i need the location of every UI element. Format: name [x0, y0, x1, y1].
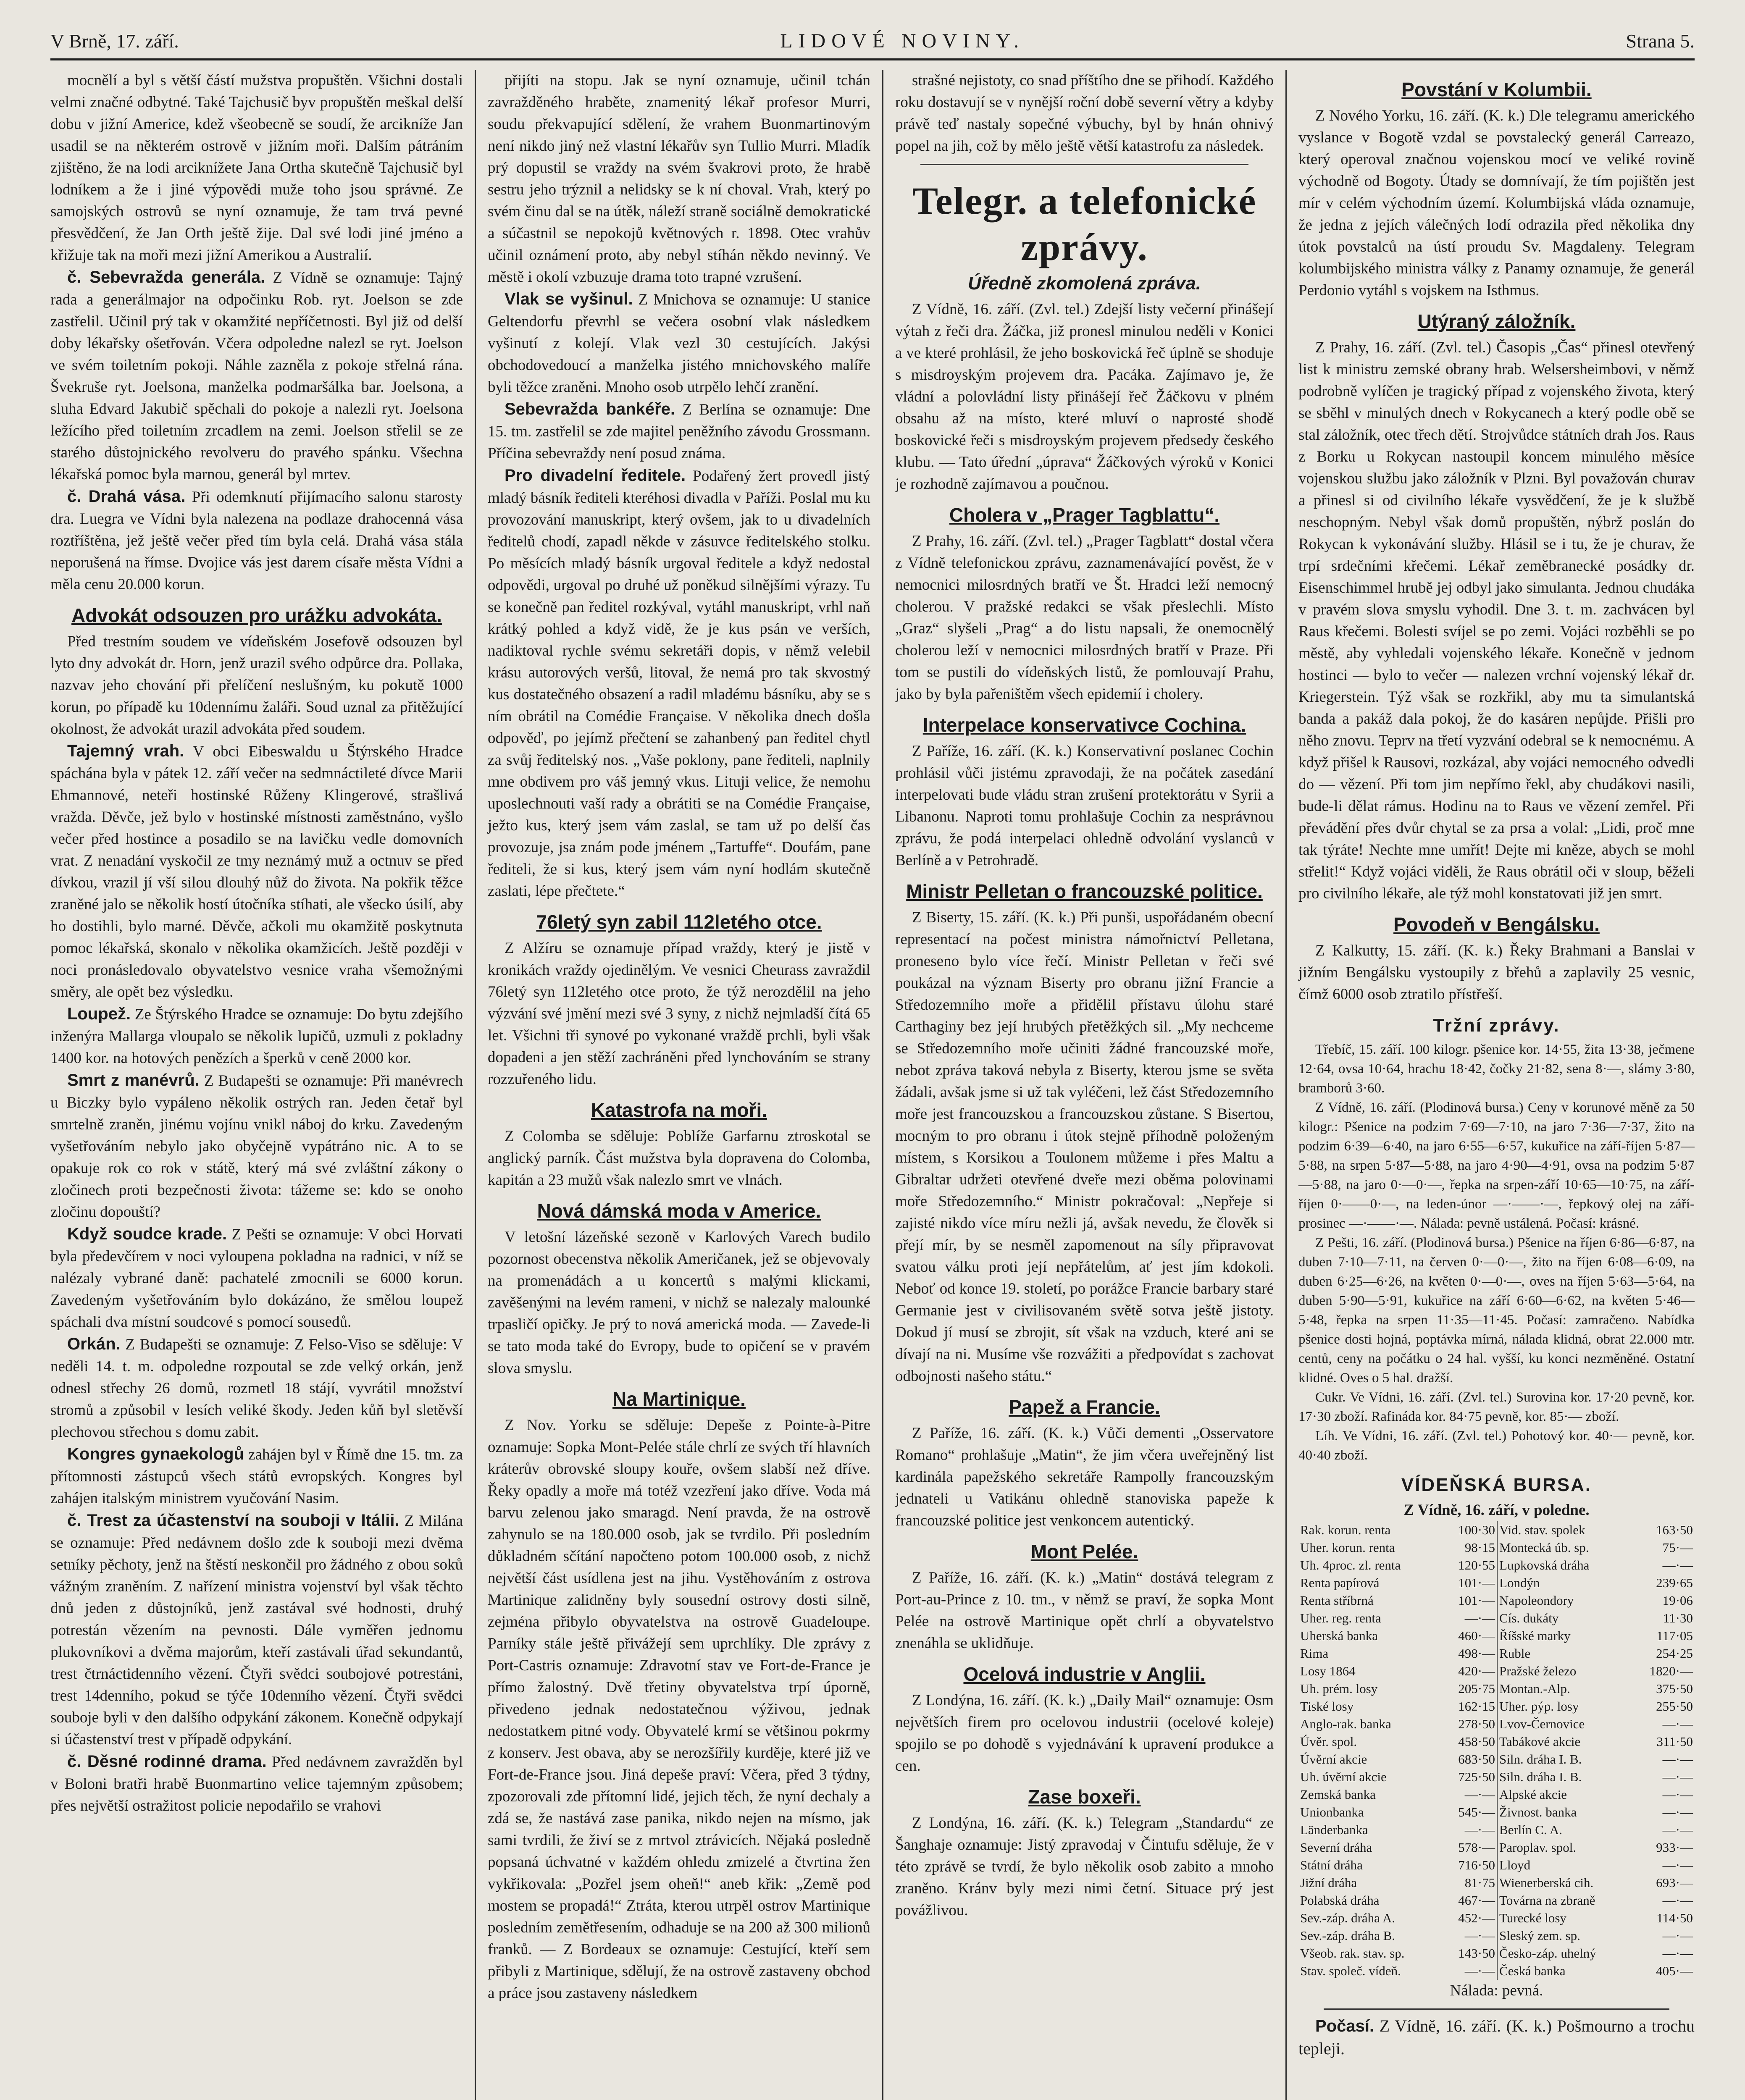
- bursa-name: Sleský zem. sp.: [1497, 1927, 1632, 1945]
- bursa-value: 1820·—: [1649, 1664, 1693, 1678]
- bursa-value: 81·75: [1464, 1875, 1495, 1890]
- bursa-row: [1298, 1662, 1695, 1680]
- bursa-value: 467·—: [1458, 1893, 1495, 1908]
- bursa-row: [1298, 1574, 1695, 1592]
- article-text: Z Pešti se oznamuje: V obci Horvati byla předevčírem v noci vyloupena pokladna na radnici, v níž se nalézaly vybrané daně: pachatelé zmocnili se 6000 korun. Zavedeným vyšetřováním bylo dokázáno, že smělou loupež spáchali dva místní soudcové s pomocí sousedů.: [50, 1226, 463, 1331]
- bursa-name: Ruble: [1497, 1645, 1632, 1662]
- bursa-name: Anglo-rak. banka: [1300, 1717, 1391, 1731]
- section-heading: Cholera v „Prager Tagblattu“.: [949, 504, 1220, 526]
- bursa-value: —·—: [1662, 1805, 1693, 1819]
- bursa-value: —·—: [1464, 1787, 1495, 1802]
- bursa-row: [1298, 1698, 1695, 1715]
- bursa-value: 933·—: [1656, 1840, 1693, 1855]
- bursa-name: Alpské akcie: [1497, 1786, 1632, 1803]
- bursa-value: 19·06: [1662, 1593, 1693, 1608]
- section-heading: Zase boxeři.: [1028, 1786, 1141, 1808]
- market-report-text: Z Pešti, 16. září. (Plodinová bursa.) Pšenice na říjen 6·86—6·87, na duben 7·10—7·11, na červen 0·—0·—, žito na říjen 6·08—6·09, na duben 6·25—6·26, na květen 0·—0·—, oves na říjen 5·63—5·64, na duben 5·90—5·91, kukuřice na září 6·60—6·62, na květen 5·46—5·48, řepka na srpen 11·35—11·45. Počasí: zamračeno. Nabídka pšenice dosti hojná, poptávka mírná, nálada klidná, obrat 22.000 mtr. centů, ceny na počátku o 24 hal. vyšší, ku konci nezměněné. Ostatní klidné. Oves o 5 hal. dražší.: [1298, 1235, 1695, 1386]
- article-item: [50, 1751, 463, 1817]
- bursa-name: Länderbanka: [1300, 1822, 1368, 1837]
- bursa-row: [1298, 1839, 1695, 1856]
- bursa-mood: Nálada: pevná.: [1450, 1982, 1543, 1999]
- article-heading: Orkán.: [67, 1335, 121, 1353]
- article-text: Podařený žert provedl jistý mladý básník řediteli kteréhosi divadla v Paříži. Poslal mu ku provozování manuskript, který ovšem, jak to u divadelních ředitelů chodí, zapadl někde v zásuvce ředitelského stolku. Po měsících mladý básník urgoval ředitele a když nedostal odpovědi, urgoval po druhé už poněkud silnějšími výrazy. Tu se konečně pan ředitel rozkýval, vytáhl manuskript, vrhl naň krátký pohled a když vidě, že je kus psán ve verších, nadiktoval rychle svému sekretáři dopis, v němž velebil krásu autorových veršů, litoval, že nemá pro tak skvostný kus dostatečného obsazení a radil mladému básníku, aby se s ním obrátil na Comédie Française. V několika dnech došla odpověď, po jejímž přečtení se zahanbený pan ředitel chytl za svůj ředitelský nos. „Vaše poklony, pane řediteli, naplnily mne obdivem pro váš jemný vkus. Lituji velice, že nemohu uposlechnouti vaší rady a obrátiti se na Comédie Française, ježto kus, který jsem vám zaslal, se tam už po delší čas provozuje, jsa znám pode jménem „Tartuffe“. Doufám, pane řediteli, že si kus, který jsem vám nyní hodlám skutečně zaslati, lépe přečtete.“: [488, 467, 870, 900]
- article-paragraph: Z Vídně, 16. září. (Zvl. tel.) Zdejší listy večerní přinášejí výtah z řeči dra. Žáčka, již pronesl minulou neděli v Konici a ve které prohlásil, že jeho boskovická řeč úplně se shoduje s misdroyským projevem dra. Pacáka. Zajímavo je, že vládní a polovládní listy přinášejí řeč Žáčkovu v plném obsahu až na místo, které mluví o naprosté shodě boskovické řeči s misdroyským projevem předsedy českého klubu. — Tato úřední „úprava“ Žáčkových výroků v Konici je rozhodně zajímavou a poučnou.: [895, 301, 1274, 493]
- article-item: [50, 486, 463, 596]
- bursa-value: 578·—: [1458, 1840, 1495, 1855]
- bursa-name: Uh. 4proc. zl. renta: [1300, 1558, 1401, 1572]
- masthead: [50, 29, 1695, 58]
- article-text: Z Budapešti se oznamuje: Při manévrech u Biczky bylo vypáleno několik ostrých ran. Jeden četař byl smrtelně zraněn, jinému vojínu vnikl náboj do krku. Zavedeným vyšetřováním nebylo jako obyčejně vypátráno nic. A to se opakuje rok co rok v státě, který má své zvláštní zákony o zločinech proti bezpečnosti života: tážeme se: kdo se onoho zločinu dopouští?: [50, 1072, 463, 1221]
- article-paragraph: Z Kalkutty, 15. září. (K. k.) Řeky Brahmani a Banslai v jižním Bengálsku vystoupily z břehů a zaplavily 25 vesnic, čímž 6000 osob ztratilo přístřeší.: [1298, 942, 1695, 1003]
- article-text: Z Colomba se sděluje: Poblíže Garfarnu ztroskotal se anglický parník. Část mužstva byla dopravena do Colomba, kapitán a 23 mužů však nalezlo smrt ve vlnách.: [488, 1128, 870, 1189]
- article-heading: Loupež.: [67, 1005, 131, 1023]
- bursa-value: —·—: [1662, 1769, 1693, 1784]
- bursa-value: 452·—: [1458, 1911, 1495, 1925]
- bursa-value: 725·50: [1458, 1769, 1495, 1784]
- bursa-name: Jižní dráha: [1300, 1875, 1357, 1890]
- column-1: [50, 70, 475, 2100]
- article-heading: č. Trest za účastenství na souboji v Itálii.: [67, 1511, 399, 1530]
- article-paragraph: Z Prahy, 16. září. (Zvl. tel.) „Prager Tagblatt“ dostal včera z Vídně telefonickou zprávu, zaznamenávající pověst, že v nemocnici milosrdných bratří ve Št. Hradci leží nemocný cholerou. V pražské redakci se však přeslechli. Místo „Graz“ slyšeli „Prag“ a do listu napsali, že onemocnělý cholerou leží v nemocnici milosrdných bratří v Praze. Při tom se pustili do vídeňských listů, že pomlouvají Prahu, jako by byla pařeništěm všech epidemií i cholery.: [895, 533, 1274, 703]
- market-report: [1298, 1233, 1695, 1388]
- bursa-value: 163·50: [1656, 1522, 1693, 1537]
- bursa-value: 101·—: [1458, 1593, 1495, 1608]
- bursa-value: 143·50: [1458, 1946, 1495, 1961]
- bursa-value: —·—: [1662, 1717, 1693, 1731]
- bursa-name: Montan.-Alp.: [1497, 1680, 1632, 1698]
- bursa-value: —·—: [1662, 1822, 1693, 1837]
- bursa-row: [1298, 1874, 1695, 1892]
- masthead-rule: [50, 58, 1695, 60]
- article-item: [488, 465, 870, 902]
- bursa-value: 693·—: [1656, 1875, 1693, 1890]
- bursa-value: 120·55: [1458, 1558, 1495, 1572]
- bursa-name: Londýn: [1497, 1574, 1632, 1592]
- bursa-name: Renta papírová: [1300, 1575, 1380, 1590]
- bursa-value: 545·—: [1458, 1805, 1495, 1819]
- bursa-name: Renta stříbrná: [1300, 1593, 1374, 1608]
- bursa-name: Tabákové akcie: [1497, 1733, 1632, 1751]
- bursa-value: —·—: [1662, 1558, 1693, 1572]
- section-rule: [920, 164, 1248, 165]
- bursa-row: [1298, 1645, 1695, 1662]
- market-report: [1298, 1388, 1695, 1426]
- article-text: V letošní lázeňské sezoně v Karlových Varech budilo pozornost obecenstva několik Američanek, jež se objevovaly na promenádách a u koncertů s malými klickami, zavěšenými na levém rameni, v nichž se nalezaly malounké trpasličí opičky. Je prý to nová americká moda. — Zavede-li se tato moda také do Evropy, bude to opičení se v pravém slova smyslu.: [488, 1228, 870, 1377]
- section-heading: Advokát odsouzen pro urážku advokáta.: [71, 604, 442, 626]
- article-heading: Kongres gynaekologů: [67, 1445, 244, 1463]
- bursa-value: —·—: [1662, 1928, 1693, 1943]
- bursa-name: Wienerberská cih.: [1497, 1874, 1632, 1892]
- article-item: [488, 398, 870, 465]
- bursa-value: 239·65: [1656, 1575, 1693, 1590]
- bursa-value: —·—: [1662, 1787, 1693, 1802]
- bursa-name: Stav. společ. vídeň.: [1300, 1964, 1401, 1978]
- article-item: [50, 1333, 463, 1443]
- bursa-name: Říšské marky: [1497, 1627, 1632, 1645]
- bursa-value: 11·30: [1663, 1611, 1693, 1625]
- bursa-row: [1298, 1609, 1695, 1627]
- telegraph-section-title: Telegr. a telefonické zprávy.: [912, 179, 1257, 268]
- bursa-row: [1298, 1768, 1695, 1786]
- section-heading: Nová dámská moda v Americe.: [537, 1200, 821, 1222]
- weather-text: Z Vídně, 16. září. (K. k.) Pošmourno a trochu tepleji.: [1298, 2016, 1695, 2058]
- article-paragraph: Z Londýna, 16. září. (K. k.) „Daily Mail“ oznamuje: Osm největších firem pro ocelovou industrii (ocelové koleje) spojilo se po dohodě s vyjednávání k upravení produkce a cen.: [895, 1692, 1274, 1774]
- article-item: [50, 1223, 463, 1333]
- bursa-row: [1298, 1733, 1695, 1751]
- article-paragraph: Z Paříže, 16. září. (K. k.) Konservativní poslanec Cochin prohlásil vůči jistému zpravodaji, že na počátek zasedání interpelovati bude vládu stran zrušení protektorátu v Syrii a Libanonu. Naproti tomu prohlašuje Cochin za nesprávnou zprávu, že podá interpelaci ohledně odvolání vyslanců v Berlíně a v Petrohradě.: [895, 743, 1274, 869]
- bursa-name: Vid. stav. spolek: [1497, 1521, 1632, 1539]
- bursa-table: [1298, 1521, 1695, 1980]
- article-text: Z Vídně se oznamuje: Tajný rada a generálmajor na odpočinku Rob. ryt. Joelson se zde zastřelil. Učinil prý tak v okamžité nepříčetnosti. Byl již od delší doby lékařsky ošetřován. Včera odpoledne nalezl se ryt. Joelson ve svém toiletním pokoji. Náhle zazněla z pokoje střelná rána. Švekruše ryt. Joelsona, manželka podmaršálka bar. Joelsona, a sluha Edvard Jakubič spěchali do pokoje a nalezli ryt. Joelsona ležícího před toiletním zrcadlem na zemi. Joelson střelil se ze starého důstojnického revolveru do pravého spánku. Všechna lékařská pomoc byla marnou, generál byl mrtev.: [50, 269, 463, 483]
- column-2: [475, 70, 882, 2100]
- bursa-value: —·—: [1662, 1946, 1693, 1961]
- article-paragraph: mocnělí a byl s větší částí mužstva propuštěn. Všichni dostali velmi značné odbytné. Také Tajchusič byv propuštěn meškal delší dobu v jižní Americe, kdež všeobecně se soudí, že arcikníže Jan usadil se na některém ostrově v jižním moři. Dalším pátráním zjištěno, že na lodi arciknížete Jana Ortha skutečně Tajchusič byl lodníkem a že i jiné výpovědi muže toho jsou správné. Ze samojských ostrovů se nyní oznamuje, že tam trvá pevné přesvědčení, že Jan Orth ještě žije. Dal své lodi jiné jméno a křižuje tak na moři mezi jižní Amerikou a Australií.: [50, 72, 463, 264]
- bursa-row: [1298, 1539, 1695, 1557]
- section-heading: Interpelace konservativce Cochina.: [922, 714, 1246, 736]
- article-text: Při odemknutí přijímacího salonu starosty dra. Luegra ve Vídni byla nalezena na podlaze drahocenná vása roztříštěna, jež ještě večer před tím byla celá. Drahá vása stála neporušená na římse. Dvojice vás jest darem císaře města Vídni a měla cenu 20.000 korun.: [50, 488, 463, 593]
- bursa-value: 460·—: [1458, 1628, 1495, 1643]
- bursa-name: Sev.-záp. dráha A.: [1300, 1911, 1395, 1925]
- bursa-value: —·—: [1464, 1822, 1495, 1837]
- bursa-row: [1298, 1751, 1695, 1768]
- bursa-row: [1298, 1557, 1695, 1574]
- bursa-value: 100·30: [1458, 1522, 1495, 1537]
- bursa-name: Severní dráha: [1300, 1840, 1372, 1855]
- market-report: [1298, 1426, 1695, 1465]
- section-heading: Ministr Pelletan o francouzské politice.: [906, 880, 1263, 902]
- article-text: Před nedávnem zavražděn byl v Boloni bratři hrabě Buonmartino velice tajemným způsobem; přes největší ostražitost policie nepodařilo se vrahovi: [50, 1754, 463, 1814]
- section-heading: Utýraný záložník.: [1417, 310, 1576, 332]
- article-item: [50, 1003, 463, 1069]
- bursa-name: Úvěr. spol.: [1300, 1734, 1357, 1749]
- bursa-value: 114·50: [1656, 1911, 1693, 1925]
- article-item: [50, 266, 463, 486]
- article-text: Z Alžíru se oznamuje případ vraždy, který je jistě v kronikách vraždy ojedinělým. Ve vesnici Cheurass zavraždil 76letý syn 112letého otce proto, že týž nerozdělil na jeho výzvání své jmění mezi své 3 syny, z nichž nejmladší čítá 65 let. Všichni tři synové po vykonané vraždě prchli, byli však dopadeni a jen stěží zachráněni před lynchováním se strany rozzuřeného lidu.: [488, 940, 870, 1088]
- bursa-row: [1298, 1803, 1695, 1821]
- bursa-value: 98·15: [1464, 1540, 1495, 1555]
- market-report-text: Líh. Ve Vídni, 16. září. (Zvl. tel.) Pohotový kor. 40·— pevně, kor. 40·40 zboží.: [1298, 1428, 1695, 1463]
- article-paragraph: Z Londýna, 16. září. (K. k.) Telegram „Standardu“ ze Šanghaje oznamuje: Jistý zpravodaj v Čintufu sděluje, že v této zprávě se tvrdí, že bylo několik osob zabito a mnoho zraněno. Kránv byly mezi nimi četní. Situace prý jest povážlivou.: [895, 1814, 1274, 1919]
- market-section-heading: VÍDEŇSKÁ BURSA.: [1401, 1475, 1592, 1495]
- bursa-name: Uher. korun. renta: [1300, 1540, 1395, 1555]
- bursa-name: Berlín C. A.: [1497, 1821, 1632, 1839]
- article-heading: Když soudce krade.: [67, 1225, 227, 1243]
- market-report: [1298, 1098, 1695, 1233]
- bursa-name: Zemská banka: [1300, 1787, 1376, 1802]
- bursa-name: Montecká úb. sp.: [1497, 1539, 1632, 1557]
- bursa-row: [1298, 1680, 1695, 1698]
- bursa-value: 405·—: [1656, 1964, 1693, 1978]
- bursa-row: [1298, 1627, 1695, 1645]
- market-report-text: Z Vídně, 16. září. (Plodinová bursa.) Ceny v korunové měně za 50 kilogr.: Pšenice na podzim 7·69—7·10, na jaro 7·36—7·37, žito na podzim 6·39—6·40, na jaro 6·55—6·57, kukuřice na září-říjen 5·87—5·88, na srpen 5·87—5·88, na jaro 4·90—4·91, ovsa na podzim 5·87—5·88, na jaro 0·—0·—, řepka na srpen-září 10·65—10·75, na září-říjen 0·——0·—, na leden-únor —·——·—, řepkový olej na září-prosinec —·——·—. Nálada: pevně ustálená. Počasí: krásné.: [1298, 1100, 1695, 1231]
- bursa-name: Lvov-Černovice: [1497, 1715, 1632, 1733]
- bursa-name: Česká banka: [1497, 1962, 1632, 1980]
- article-heading: Sebevražda bankéře.: [505, 400, 675, 418]
- bursa-name: Uherská banka: [1300, 1628, 1378, 1643]
- bursa-name: Sev.-záp. dráha B.: [1300, 1928, 1395, 1943]
- article-text: zahájen byl v Římě dne 15. tm. za přítomnosti zástupců všech států evropských. Kongres byl zahájen italským ministrem vyučování Nasim.: [50, 1446, 463, 1507]
- bursa-value: —·—: [1464, 1611, 1495, 1625]
- article-text: Z Mnichova se oznamuje: U stanice Geltendorfu převrhl se večera osobní vlak následkem vyšinutí z kolejí. Vlak vezl 30 cestujících. Jakýsi obchodovedoucí a manželka jistého mnichovského malíře byli těžce zraněni. Mnoho osob utrpělo lehčí zranění.: [488, 291, 871, 396]
- bursa-name: Uh. úvěrní akcie: [1300, 1769, 1387, 1784]
- bursa-value: —·—: [1662, 1893, 1693, 1908]
- bursa-value: 255·50: [1656, 1699, 1693, 1714]
- bursa-name: Polabská dráha: [1300, 1893, 1380, 1908]
- article-paragraph: Z Biserty, 15. září. (K. k.) Při punši, uspořádaném obecní representací na počest ministra námořnictví Pelletana, proneseno bylo více řečí. Ministr Pelletan v řeči své poukázal na význam Biserty pro obranu jižní Francie a Středozemního moře a přidělil přístavu úlohu staré Carthaginy bez její hrubých přetěžkých sil. „My nechceme se Středozemního moře učiniti žádné francouzské moře, nebot zpráva taková nebyla z Biserty, kterou jsme se světa žádali, avšak jsme si už tak vyléčeni, lež část Středozemního moře jest francouzskou a francouzskou zůstane. S Bisertou, mocným to pro obranu i útok stejně příhodně položeným místem, s Korsikou a Toulonem můžeme i přes Maltu a Gibraltar udržeti otevřené dveře mezi oběma polovinami moře Středozemního.“ Ministr pokračoval: „Nepřeje si zajisté nikdo více míru nežli já, avšak nevedu, že člověk si přejí mír, by se nesměl zapomenout na síly připravovat svatou válku proti její nepřátelům, ať jest jím kdokoli. Neboť od konce 19. století, po porážce Francie barbary staré Germanie jest v civilisovaném světě sotva ještě jistoty. Dokud jí musí se zbrojit, sít však na vzduch, které ani se dívají na ni. Musíme vše rozvážiti a předpovídat s zachovat odbojnosti našeho státu.“: [895, 909, 1274, 1385]
- article-heading: č. Děsné rodinné drama.: [67, 1752, 267, 1771]
- section-heading: Povstání v Kolumbii.: [1401, 79, 1592, 100]
- bursa-value: 420·—: [1458, 1664, 1495, 1678]
- article-heading: Smrt z manévrů.: [67, 1071, 200, 1089]
- masthead-date: V Brně, 17. září.: [50, 30, 179, 52]
- article-item: [488, 288, 870, 398]
- bursa-name: Siln. dráha I. B.: [1497, 1768, 1632, 1786]
- market-report-text: Třebíč, 15. září. 100 kilogr. pšenice kor. 14·55, žita 13·38, ječmene 12·64, ovsa 10·64, hrachu 18·42, čočky 21·82, sena 8·—, slámy 3·80, bramborů 3·60.: [1298, 1042, 1695, 1096]
- article-text: Z Berlína se oznamuje: Dne 15. tm. zastřelil se zde majitel peněžního závodu Grossmann. Příčina sebevraždy není posud známa.: [488, 401, 870, 462]
- bursa-name: Česko-záp. uhelný: [1497, 1945, 1632, 1962]
- article-paragraph: Z Prahy, 16. září. (Zvl. tel.) Časopis „Čas“ přinesl otevřený list k ministru zemské obrany hrab. Welsersheimbovi, v němž podrobně vylíčen je tragický případ z vojenského života, který se sběhl v minulých dnech v Rokycanech a který podle obě se stal záložník, otec třech dětí. Strojvůdce státních drah Jos. Raus z Borku u Rokycan nastoupil koncem minulého měsíce vojenskou službu jako záložník v Plzni. Byl považován churav a přinesl si od civilního lékaře vysvědčení, že je k službě neschopným. Nebyl však domů propuštěn, nýbrž poslán do Rokycan k vykonávání služby. Hlásil se i tu, že je churav, že trpí srdečními křečemi. Lékař zeměbranecké posádky dr. Eisenschimmel hrubě jej odbyl jako simulanta. Jednou chudáka v pravém slova smyslu vyhodil. Dne 3. t. m. zachvácen byl Raus křečemi. Bolesti svíjel se po zemi. Vojáci rozběhli se po městě, aby vyhledali vojenského lékaře. Konečně v jednom hostinci — bylo to večer — nalezen vrchní vojenský lékař dr. Kriegerstein. Týž však se rozkřikl, aby mu ta simulantská banda a pakáž dala pokoj, že do kasáren nepůjde. Přišli pro něho znovu. Teprv na třetí vyzvání odebral se k nemocnému. A když přišel k Rausovi, rozkázal, aby vojáci nemocného odvedli do — vězení. Při tom jim nepřímo řekl, aby chudákovi nasili, bude-li dělat rámus. Hodinu na to Raus ve vězení zemřel. Při převádění přes dvůr chytal se za prsa a volal: „Lidi, proč mne tak týráte! Nechte mne umřít! Dejte mi kněze, abych se mohl střelit!“ Když vojáci viděli, že Raus obrátil oči v sloup, běželi pro civilního lékaře, ale týž mohl konstatovati již jen smrt.: [1298, 339, 1695, 902]
- bursa-row: [1298, 1892, 1695, 1909]
- article-text: V obci Eibeswaldu u Štýrského Hradce spáchána byla v pátek 12. září večer na sedmnáctileté dívce Marii Ehmannové, neteři hostinské Růženy Klingerové, strašlivá vražda. Děvče, jež bylo v hostinské místnosti zaměstnáno, vyšlo večer před hostince a posadilo se na lavičku vedle domovních vrat. Z nenadání vyskočil ze tmy neznámý muž a octnuv se před dívkou, vrazil jí vší silou dlouhý nůž do života. Na pokřik těžce zraněné jalo se několik hostí útočníka stíhati, ale všecko úsilí, aby ho dostihli, bylo marné. Děvče, ačkoli mu okamžitě poskytnuta pomoc lékařská, skonalo v několika okamžicích. Ještě později v noci pronásledovalo obyvatelstvo vesnice vraha všemožnými směry, ale opět bez výsledku.: [50, 743, 463, 1000]
- section-heading: Povodeň v Bengálsku.: [1393, 914, 1600, 935]
- article-paragraph: strašné nejistoty, co snad příštího dne se přihodí. Každého roku dostavují se v nynější roční době severní větry a kdyby právě teď nastaly sopečné výbuchy, byl by hnán ohnivý popel na jih, což by mělo ještě větší katastrofu za následek.: [895, 72, 1274, 155]
- article-text: Před trestním soudem ve vídeňském Josefově odsouzen byl lyto dny advokát dr. Horn, jenž urazil svého odpůrce dra. Pollaka, nazvav jeho chování při přelíčení neslušným, ku pokutě 1000 korun, po případě ku 10dennímu žaláři. Soud uznal za přitěžující okolnost, že advokát urazil advokáta před soudem.: [50, 633, 463, 738]
- market-report: [1298, 1040, 1695, 1098]
- bursa-value: 75·—: [1662, 1540, 1693, 1555]
- article-item: [50, 740, 463, 1003]
- article-text: Z Nov. Yorku se sděluje: Depeše z Pointe-à-Pitre oznamuje: Sopka Mont-Pelée stále chrlí ze svých tří hlavních kráterův obrovské sloupy kouře, ovšem slabší než dříve. Řeky opadly a moře má totéž vzezření jako dříve. Voda má barvu zelenou jako smaragd. Není pravda, že na ostrově zahynulo se na 180.000 osob, jak se tvrdilo. Při posledním důkladném sčítání napočteno potom 100.000 osob, z nichž největší část usídlena jest na jihu. Vystěhováním z ostrova Martinique zalidněny byly sousední ostrovy dosti silně, zejména přibylo obyvatelstva na ostrově Guadeloupe. Parníky stále ještě přivážejí sem uprchlíky. Dle zprávy z Port-Castris oznamuje: Zdravotní stav ve Fort-de-France je přímo žalostný. Dvě třetiny obyvatelstva trpí úporně, přivedeno jednak nedostatečnou výživou, jednak nedostatkem pitné vody. Obyvatelé krmí se většinou pokrmy z konserv. Jest obava, aby se nerozšířily kurděje, které již ve Fort-de-France jsou. Jiná depeše praví: Včera, před 3 týdny, zpozorovali zde přítomní lidé, jejich těch, že nyní dechaly a zdá se, že nastává zase panika, nikdo nejen na mísmo, jak sami tvrdili, že živí se z mrtvol ztrávicích. Nějaká posledně popsaná úchvatné v každém ohledu zmizelé a čtvrtina žen vykřikovala: „Pozřel jsem oheň!“ aneb křik: „Země pod mostem se propadá!“ Ztráta, kterou utrpěl ostrov Martinique posledním zemětřesením, odhaduje se na 200 až 300 milionů franků. — Z Bordeaux se oznamuje: Cestující, kteří sem přibyli z Martinique, sdělují, že na ostrově zastaveny obchod a práce jsou zastaveny následkem: [488, 1417, 870, 2002]
- weather-report: [1298, 2015, 1695, 2060]
- bursa-name: Rak. korun. renta: [1300, 1522, 1391, 1537]
- bursa-row: [1298, 1927, 1695, 1945]
- bursa-name: Turecké losy: [1497, 1909, 1632, 1927]
- bursa-value: 162·15: [1458, 1699, 1495, 1714]
- bursa-name: Státní dráha: [1300, 1858, 1363, 1872]
- column-3: [882, 70, 1285, 2100]
- bursa-value: —·—: [1464, 1964, 1495, 1978]
- section-heading: 76letý syn zabil 112letého otce.: [536, 911, 822, 933]
- bursa-name: Rima: [1300, 1646, 1329, 1661]
- bursa-row: [1298, 1945, 1695, 1962]
- section-subtitle: Úředně zkomolená zpráva.: [967, 273, 1201, 294]
- newspaper-title: LIDOVÉ NOVINY.: [780, 30, 1025, 52]
- bursa-row: [1298, 1856, 1695, 1874]
- article-text: Z Budapešti se oznamuje: Z Felso-Viso se sděluje: V neděli 14. t. m. odpoledne rozpoutal se zde velký orkán, jenž odnesl střechy 26 domů, rozmetl 18 stájí, vyvrátil množství stromů a způsobil v lesích veliké škody. Jeden kůň byl sletěvší plechovou střechou s domu zabit.: [50, 1336, 463, 1441]
- bursa-value: 458·50: [1458, 1734, 1495, 1749]
- bursa-name: Cís. dukáty: [1497, 1609, 1632, 1627]
- section-heading: Papež a Francie.: [1009, 1396, 1160, 1418]
- bursa-name: Napoleondory: [1497, 1592, 1632, 1609]
- section-heading: Na Martinique.: [612, 1388, 746, 1410]
- article-item: [50, 1069, 463, 1223]
- bursa-row: [1298, 1909, 1695, 1927]
- bursa-value: 101·—: [1458, 1575, 1495, 1590]
- market-report-text: Cukr. Ve Vídni, 16. září. (Zvl. tel.) Surovina kor. 17·20 pevně, kor. 17·30 zboží. Rafináda kor. 84·75 pevně, kor. 85·— zboží.: [1298, 1390, 1695, 1424]
- section-heading: Ocelová industrie v Anglii.: [963, 1663, 1206, 1685]
- column-4: [1285, 70, 1695, 2100]
- bursa-row: [1298, 1786, 1695, 1803]
- article-paragraph: Z Paříže, 16. září. (K. k.) Vůči dementi „Osservatore Romano“ prohlašuje „Matin“, že jim včera uveřejněný list kardinála papežského sekretáře Rampolly francouzským jednateli u Vatikánu ohledně stanoviska papeže k francouzské politice jest venkoncem autentický.: [895, 1425, 1274, 1529]
- article-heading: Tajemný vrah.: [67, 742, 184, 760]
- bursa-row: [1298, 1821, 1695, 1839]
- bursa-row: [1298, 1521, 1695, 1539]
- bursa-value: —·—: [1662, 1858, 1693, 1872]
- bursa-value: 117·05: [1656, 1628, 1693, 1643]
- bursa-row: [1298, 1962, 1695, 1980]
- market-section-heading: Tržní zprávy.: [1433, 1015, 1560, 1036]
- bursa-value: 278·50: [1458, 1717, 1495, 1731]
- bursa-name: Úvěrní akcie: [1300, 1752, 1367, 1767]
- article-paragraph: přijíti na stopu. Jak se nyní oznamuje, učinil tchán zavražděného hraběte, znamenitý lékař profesor Murri, soudu překvapující sdělení, že vrahem Buonmartinovým není nikdo jiný než vlastní lékařův syn Tullio Murri. Mladík prý dopustil se vraždy na svém švakrovi proto, že hrabě sestru jeho trýznil a nelidsky se k ní choval. Vrah, který po svém činu dal se na útěk, náleží straně sociálně demokratické a súčastnil se nepokojů květnových r. 1898. Otec vrahův učinil oznámení proto, aby nebyl stíhán někdo nevinný. Ve městě i okolí vzbuzuje drama toto trapné vzrušení.: [488, 72, 870, 286]
- bursa-value: 254·25: [1656, 1646, 1693, 1661]
- bursa-value: 716·50: [1458, 1858, 1495, 1872]
- section-heading: Katastrofa na moři.: [591, 1099, 767, 1121]
- bursa-name: Všeob. rak. stav. sp.: [1300, 1946, 1405, 1961]
- bursa-value: 498·—: [1458, 1646, 1495, 1661]
- bursa-value: 375·50: [1656, 1681, 1693, 1696]
- article-item: [50, 1443, 463, 1509]
- article-heading: č. Drahá vása.: [67, 487, 186, 506]
- bursa-row: [1298, 1592, 1695, 1609]
- columns: [50, 70, 1695, 2100]
- bursa-name: Lloyd: [1497, 1856, 1632, 1874]
- bursa-name: Lupkovská dráha: [1497, 1557, 1632, 1574]
- bursa-value: —·—: [1464, 1928, 1495, 1943]
- article-paragraph: Z Nového Yorku, 16. září. (K. k.) Dle telegramu amerického vyslance v Bogotě vzdal se povstalecký generál Carreazo, který operoval značnou vojenskou mocí ve veliké rovině východně od Bogoty. Útady se domnívají, že tím pojištěn jest mír v celém východním území. Kolumbijská vláda oznamuje, že jedna z jejích válečných lodí odrazila před několika dny útok povstalců na ústí proudu Sv. Magdaleny. Telegram kolumbijského ministra války z Panamy oznamuje, že generál Perdonio vytáhl s vojskem na Isthmus.: [1298, 107, 1695, 299]
- bursa-name: Pražské železo: [1497, 1662, 1632, 1680]
- bursa-value: —·—: [1662, 1752, 1693, 1767]
- article-text: Ze Štýrského Hradce se oznamuje: Do bytu zdejšího inženýra Mallarga vloupalo se několik lupičů, uzmuli z pokladny 1400 kor. na hotových penězích a šperků v ceně 2000 kor.: [50, 1006, 463, 1067]
- bursa-row: [1298, 1715, 1695, 1733]
- section-heading: Mont Pelée.: [1030, 1541, 1138, 1562]
- bursa-name: Paroplav. spol.: [1497, 1839, 1632, 1856]
- bursa-value: 683·50: [1458, 1752, 1495, 1767]
- bursa-name: Uh. prém. losy: [1300, 1681, 1378, 1696]
- article-item: [50, 1509, 463, 1751]
- article-heading: Pro divadelní ředitele.: [505, 466, 686, 485]
- bursa-value: 205·75: [1458, 1681, 1495, 1696]
- article-heading: Vlak se vyšinul.: [505, 290, 633, 308]
- section-rule: [1324, 2008, 1669, 2010]
- bursa-heading: Z Vídně, 16. září, v poledne.: [1403, 1502, 1590, 1519]
- bursa-name: Živnost. banka: [1497, 1803, 1632, 1821]
- weather-heading: Počasí.: [1315, 2017, 1374, 2035]
- bursa-name: Losy 1864: [1300, 1664, 1356, 1678]
- bursa-name: Uher. pýp. losy: [1497, 1698, 1632, 1715]
- bursa-name: Tiské losy: [1300, 1699, 1354, 1714]
- bursa-name: Unionbanka: [1300, 1805, 1364, 1819]
- bursa-name: Uher. reg. renta: [1300, 1611, 1381, 1625]
- article-heading: č. Sebevražda generála.: [67, 268, 265, 286]
- bursa-name: Siln. dráha I. B.: [1497, 1751, 1632, 1768]
- bursa-value: 311·50: [1656, 1734, 1693, 1749]
- page-number: Strana 5.: [1626, 30, 1695, 52]
- bursa-name: Továrna na zbraně: [1497, 1892, 1632, 1909]
- article-text: Z Milána se oznamuje: Před nedávnem došlo zde k souboji mezi dvěma setníky pěchoty, jenž na štěstí neskončil pro žádného z obou soků vážným zraněním. Z nařízení ministra vojenství byl však těchto dnů jeden z důstojníků, jenž zastával své hodnosti, druhý potrestán vězením na pevnosti. Dále vyměřen jednomu plukovníkovi a dvěma majorům, kteří zastávali úřad sekundantů, trest čtrnáctidenního vězení. Čtyři svědci soubojové potrestáni, trest 14denního, pokud se týče 10denního vězení. Čtyři svědci souboje byli v den dalšího odpykání zákonem. Konečně odpykají si účastenství trest v případě odpykání.: [50, 1512, 463, 1748]
- article-paragraph: Z Paříže, 16. září. (K. k.) „Matin“ dostává telegram z Port-au-Prince z 10. tm., v němž se praví, že sopka Mont Pelée na ostrově Martinique opět chrlí a obyvatelstvo znenáhla se uklidňuje.: [895, 1569, 1274, 1652]
